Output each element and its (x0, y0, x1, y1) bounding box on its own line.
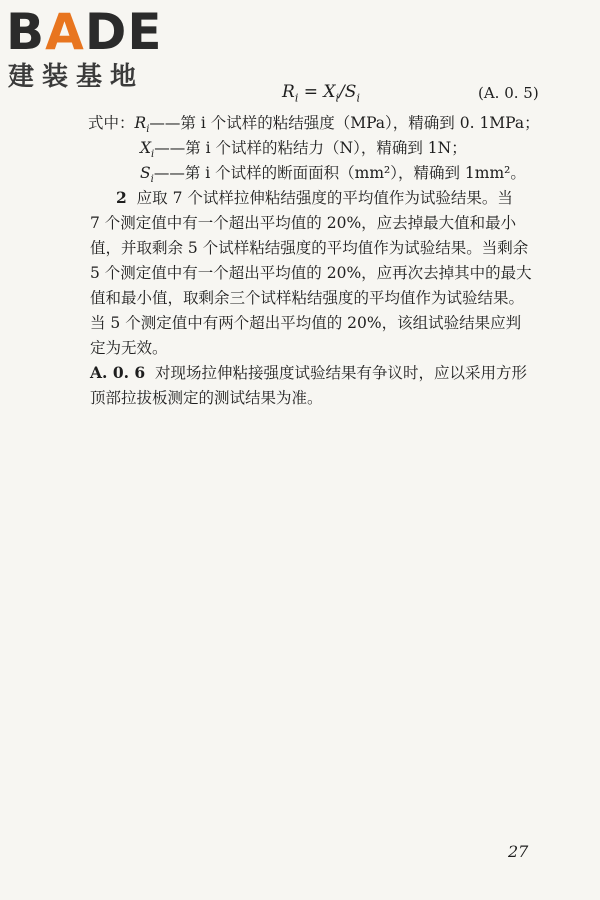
clause-a06-line-1 (90, 362, 527, 384)
logo-brand-suffix: DE (84, 3, 163, 61)
formula-number: (A. 0. 5) (478, 84, 539, 102)
definition-symbol: $R_i$ (134, 114, 150, 136)
clause-text: 对现场拉伸粘接强度试验结果有争议时，应以采用方形 (155, 364, 528, 382)
paragraph2-number: 2 (116, 188, 127, 207)
paragraph2-line-4: 5 个测定值中有一个超出平均值的 20%，应再次去掉其中的最大 (90, 264, 532, 282)
formula-row (0, 82, 600, 110)
formula: $R_i = X_i/S_i$ (282, 82, 360, 105)
definition-symbol: $X_i$ (140, 139, 155, 161)
paragraph2-line-3: 值，并取剩余 5 个试样粘结强度的平均值作为试验结果。当剩余 (90, 239, 529, 257)
paragraph2-line-2: 7 个测定值中有一个超出平均值的 20%，应去掉最大值和最小 (90, 214, 517, 232)
bade-logo (6, 4, 176, 94)
clause-number: A. 0. 6 (90, 363, 146, 382)
definition-text: ——第 i 个试样的粘结力（N），精确到 1N； (154, 139, 467, 157)
logo-brand (6, 4, 163, 60)
paragraph2-line-6: 当 5 个测定值中有两个超出平均值的 20%，该组试验结果应判 (90, 314, 522, 332)
paragraph2-line-5: 值和最小值，取剩余三个试样粘结强度的平均值作为试验结果。 (90, 289, 525, 307)
page-number: 27 (508, 842, 529, 861)
logo-subtitle: 建装基地 (8, 62, 145, 92)
definition-prefix: 式中： (88, 114, 135, 132)
logo-brand-prefix: B (6, 3, 46, 61)
paragraph2-text: 应取 7 个试样拉伸粘结强度的平均值作为试验结果。当 (136, 189, 513, 207)
definition-text: ——第 i 个试样的粘结强度（MPa），精确到 0. 1MPa； (149, 114, 540, 132)
clause-a06-line-2: 顶部拉拔板测定的测试结果为准。 (90, 389, 323, 407)
logo-brand-accent: A (45, 3, 85, 61)
paragraph2-line-7: 定为无效。 (90, 339, 168, 357)
definition-symbol: $S_i$ (140, 164, 154, 186)
definition-text: ——第 i 个试样的断面面积（mm²），精确到 1mm²。 (153, 164, 526, 182)
paragraph2-line-1 (116, 187, 513, 209)
